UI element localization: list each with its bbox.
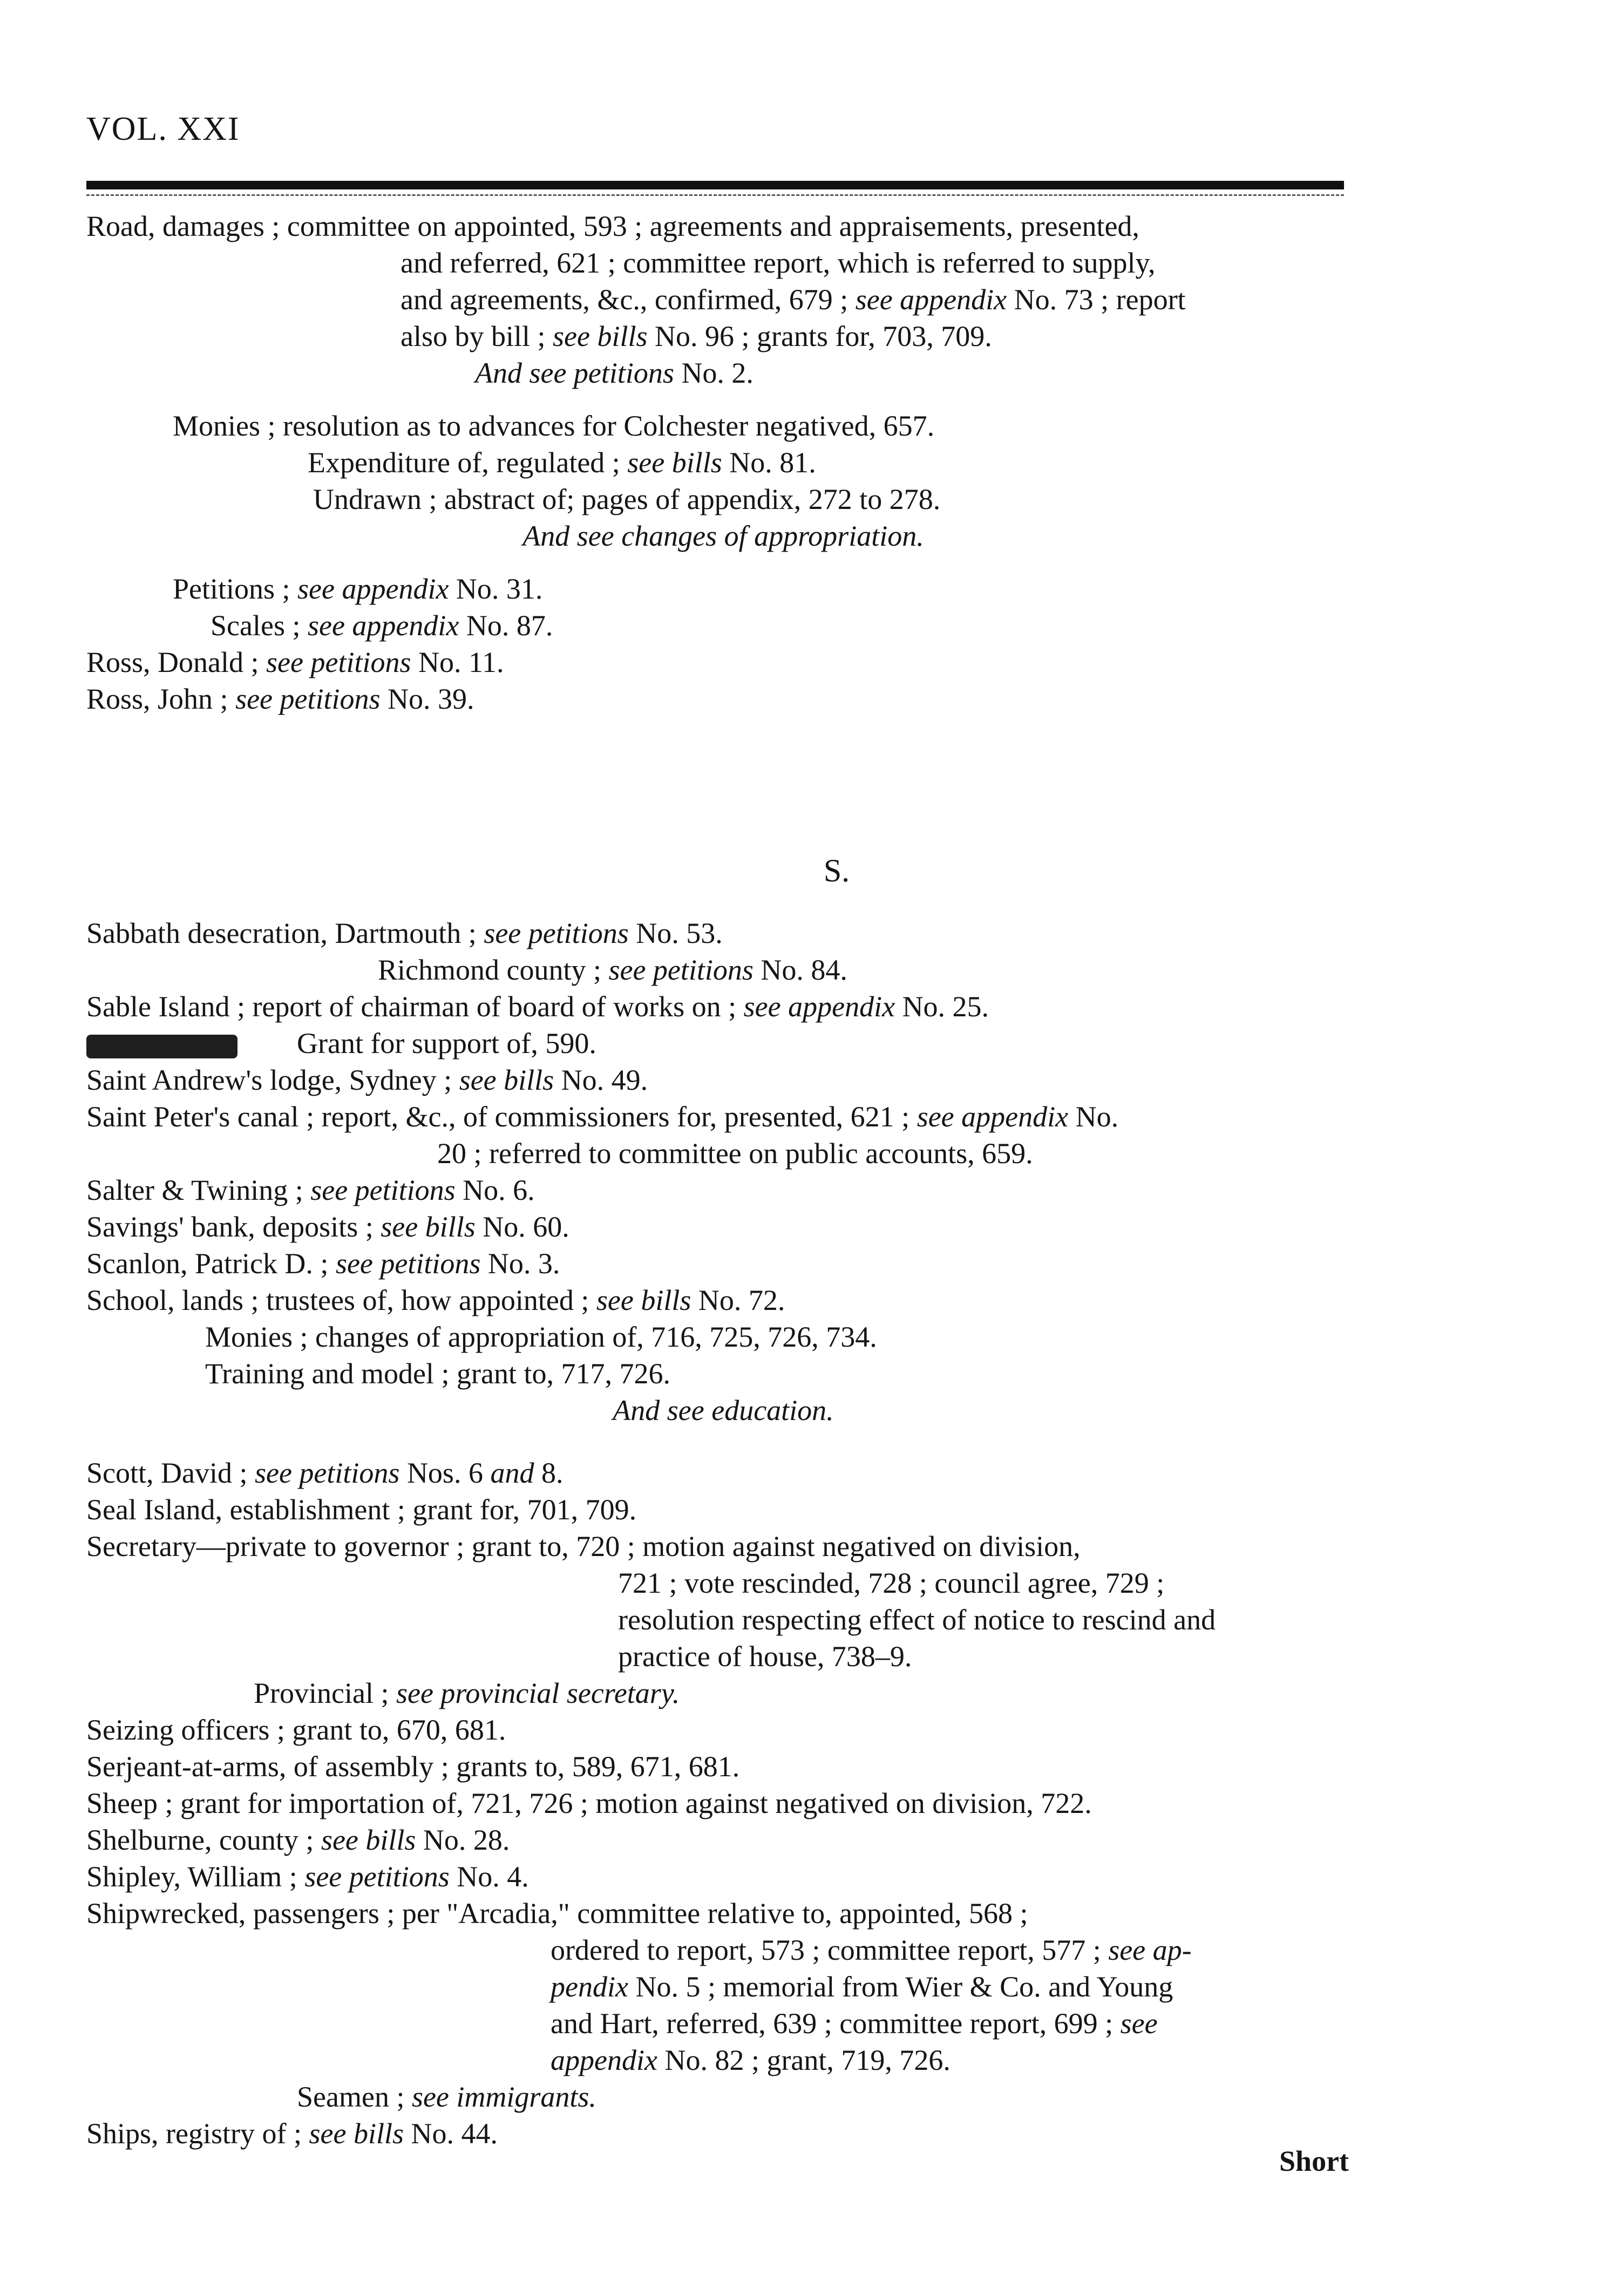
index-text: Scanlon, Patrick D. ; bbox=[86, 1247, 336, 1280]
index-text: No. 82 ; grant, 719, 726. bbox=[657, 2044, 951, 2076]
index-text: and Hart, referred, 639 ; committee report, 699 ; bbox=[551, 2007, 1121, 2040]
index-line bbox=[86, 1025, 1360, 1062]
index-reference: see petitions bbox=[304, 1860, 450, 1893]
index-reference: see bills bbox=[627, 446, 722, 479]
index-text: Scott, David ; bbox=[86, 1457, 255, 1489]
section-gap bbox=[86, 717, 1360, 852]
index-text: Nos. 6 bbox=[399, 1457, 491, 1489]
index-line bbox=[86, 1098, 1360, 1135]
index-text: Sheep ; grant for importation of, 721, 726 ; motion against negatived on division, 722. bbox=[86, 1787, 1092, 1819]
index-line bbox=[86, 952, 1360, 988]
index-line bbox=[86, 644, 1360, 681]
index-reference: see bills bbox=[596, 1284, 691, 1316]
index-section-s bbox=[86, 915, 1360, 2152]
index-line bbox=[86, 1208, 1360, 1245]
index-text: No. 11. bbox=[411, 646, 504, 678]
section-gap bbox=[86, 889, 1360, 915]
index-text: ordered to report, 573 ; committee report, 577 ; bbox=[551, 1934, 1109, 1966]
index-reference: see bills bbox=[321, 1824, 416, 1856]
index-reference: see immigrants. bbox=[411, 2081, 596, 2113]
index-line bbox=[86, 1172, 1360, 1208]
index-text: School, lands ; trustees of, how appointed ; bbox=[86, 1284, 596, 1316]
index-text: No. 25. bbox=[895, 990, 989, 1023]
header-rule-thick bbox=[86, 181, 1344, 189]
index-line bbox=[86, 1245, 1360, 1282]
index-line bbox=[86, 570, 1360, 607]
index-line bbox=[86, 444, 1360, 481]
index-text: also by bill ; bbox=[400, 320, 553, 352]
index-text: No. 44. bbox=[403, 2117, 498, 2150]
index-reference: pendix bbox=[551, 1971, 628, 2003]
index-text: Grant for support of, 590. bbox=[297, 1027, 596, 1059]
index-reference: see appendix bbox=[855, 283, 1007, 316]
index-text: No. 2. bbox=[674, 357, 754, 389]
section-letter: S. bbox=[823, 853, 850, 888]
index-text: Ships, registry of ; bbox=[86, 2117, 309, 2150]
index-text: Training and model ; grant to, 717, 726. bbox=[205, 1357, 670, 1390]
index-line bbox=[86, 1932, 1360, 1968]
index-line bbox=[86, 1675, 1360, 1711]
index-text: No. 5 ; memorial from Wier & Co. and Young bbox=[628, 1971, 1173, 2003]
index-text: Provincial ; bbox=[254, 1677, 396, 1709]
index-text: Sable Island ; report of chairman of board of works on ; bbox=[86, 990, 744, 1023]
line-gap bbox=[86, 554, 1360, 570]
index-body bbox=[86, 208, 1360, 2152]
index-line bbox=[86, 1822, 1360, 1858]
index-text: practice of house, 738–9. bbox=[618, 1640, 912, 1673]
index-text: Seal Island, establishment ; grant for, 701, 709. bbox=[86, 1493, 637, 1526]
index-reference: and bbox=[490, 1457, 534, 1489]
index-line bbox=[86, 1711, 1360, 1748]
line-gap bbox=[86, 391, 1360, 407]
index-reference: see bbox=[1120, 2007, 1158, 2040]
index-reference: see petitions bbox=[235, 683, 381, 715]
index-reference: see petitions bbox=[484, 917, 629, 949]
index-text: No. bbox=[1068, 1101, 1119, 1133]
cross-reference: And see changes of appropriation. bbox=[522, 520, 924, 552]
index-line bbox=[86, 244, 1360, 281]
index-line bbox=[86, 355, 1360, 391]
index-line bbox=[86, 1491, 1360, 1528]
index-line bbox=[86, 2078, 1360, 2115]
index-text: Serjeant-at-arms, of assembly ; grants to, 589, 671, 681. bbox=[86, 1750, 740, 1783]
index-line bbox=[86, 281, 1360, 318]
index-text: 20 ; referred to committee on public accounts, 659. bbox=[437, 1137, 1033, 1170]
index-line bbox=[86, 1392, 1360, 1429]
index-line bbox=[86, 1858, 1360, 1895]
index-text: Shipley, William ; bbox=[86, 1860, 305, 1893]
ink-blot bbox=[86, 1035, 237, 1058]
index-text: No. 60. bbox=[475, 1211, 569, 1243]
index-text: Richmond county ; bbox=[378, 954, 609, 986]
index-text: Ross, Donald ; bbox=[86, 646, 267, 678]
index-reference: see petitions bbox=[266, 646, 411, 678]
index-reference: see petitions bbox=[254, 1457, 400, 1489]
index-text: No. 49. bbox=[554, 1064, 648, 1096]
index-text: Shelburne, county ; bbox=[86, 1824, 321, 1856]
index-line bbox=[86, 988, 1360, 1025]
index-text: Monies ; changes of appropriation of, 716, 725, 726, 734. bbox=[205, 1321, 877, 1353]
index-reference: see ap- bbox=[1108, 1934, 1192, 1966]
line-gap bbox=[86, 1429, 1360, 1455]
index-line bbox=[86, 1601, 1360, 1638]
index-line bbox=[86, 1895, 1360, 1932]
catchword: Short bbox=[1279, 2145, 1349, 2177]
index-text: Secretary—private to governor ; grant to, 720 ; motion against negatived on division, bbox=[86, 1530, 1081, 1563]
index-text: Undrawn ; abstract of; pages of appendix, 272 to 278. bbox=[313, 483, 941, 515]
index-text: Saint Peter's canal ; report, &c., of commissioners for, presented, 621 ; bbox=[86, 1101, 917, 1133]
header-rule-thin bbox=[86, 194, 1344, 196]
index-text: Saint Andrew's lodge, Sydney ; bbox=[86, 1064, 459, 1096]
index-reference: see appendix bbox=[297, 573, 449, 605]
index-text: No. 72. bbox=[691, 1284, 785, 1316]
volume-header: VOL. XXI bbox=[86, 111, 240, 147]
index-text: No. 28. bbox=[416, 1824, 510, 1856]
index-line bbox=[86, 1135, 1360, 1172]
index-reference: And see petitions bbox=[475, 357, 674, 389]
index-reference: see appendix bbox=[743, 990, 895, 1023]
index-line bbox=[86, 1062, 1360, 1098]
index-text: Shipwrecked, passengers ; per "Arcadia," committee relative to, appointed, 568 ; bbox=[86, 1897, 1028, 1930]
index-text: resolution respecting effect of notice to rescind and bbox=[618, 1604, 1216, 1636]
index-reference: see bills bbox=[553, 320, 648, 352]
index-text: No. 53. bbox=[628, 917, 723, 949]
index-text: No. 87. bbox=[459, 609, 553, 642]
cross-reference: And see education. bbox=[613, 1394, 834, 1426]
index-text: Salter & Twining ; bbox=[86, 1174, 311, 1206]
index-reference: see appendix bbox=[917, 1101, 1069, 1133]
index-line bbox=[86, 681, 1360, 717]
index-text: Monies ; resolution as to advances for Colchester negatived, 657. bbox=[173, 410, 935, 442]
index-line bbox=[86, 915, 1360, 952]
index-line bbox=[86, 1638, 1360, 1675]
index-text: Scales ; bbox=[211, 609, 308, 642]
index-text: No. 6. bbox=[455, 1174, 535, 1206]
index-reference: see appendix bbox=[307, 609, 459, 642]
index-line bbox=[86, 1355, 1360, 1392]
index-text: Road, damages ; committee on appointed, 593 ; agreements and appraisements, presented, bbox=[86, 210, 1139, 242]
index-section-r bbox=[86, 208, 1360, 717]
index-text: No. 3. bbox=[480, 1247, 560, 1280]
index-line bbox=[86, 1748, 1360, 1785]
index-line bbox=[86, 208, 1360, 244]
index-reference: see provincial secretary. bbox=[396, 1677, 680, 1709]
index-reference: see bills bbox=[381, 1211, 476, 1243]
index-reference: appendix bbox=[551, 2044, 657, 2076]
index-line bbox=[86, 1565, 1360, 1601]
index-text: Ross, John ; bbox=[86, 683, 236, 715]
index-line bbox=[86, 2005, 1360, 2042]
index-text: Expenditure of, regulated ; bbox=[308, 446, 628, 479]
index-text: Seamen ; bbox=[297, 2081, 412, 2113]
index-text: No. 73 ; report bbox=[1007, 283, 1186, 316]
index-line bbox=[86, 481, 1360, 518]
index-line bbox=[86, 1968, 1360, 2005]
index-line bbox=[86, 1528, 1360, 1565]
index-reference: see bills bbox=[459, 1064, 554, 1096]
index-text: Savings' bank, deposits ; bbox=[86, 1211, 381, 1243]
index-line bbox=[86, 2115, 1360, 2152]
index-text: No. 96 ; grants for, 703, 709. bbox=[647, 320, 992, 352]
index-text: Sabbath desecration, Dartmouth ; bbox=[86, 917, 484, 949]
index-text: No. 39. bbox=[380, 683, 474, 715]
index-reference: see bills bbox=[309, 2117, 404, 2150]
index-line bbox=[86, 1455, 1360, 1491]
index-reference: see petitions bbox=[310, 1174, 456, 1206]
index-line bbox=[86, 318, 1360, 355]
index-text: 8. bbox=[534, 1457, 564, 1489]
index-text: No. 81. bbox=[722, 446, 816, 479]
index-line bbox=[86, 518, 1360, 554]
index-line bbox=[86, 1282, 1360, 1319]
index-text: No. 31. bbox=[449, 573, 543, 605]
index-text: and referred, 621 ; committee report, which is referred to supply, bbox=[400, 247, 1156, 279]
index-reference: see petitions bbox=[335, 1247, 481, 1280]
index-text: 721 ; vote rescinded, 728 ; council agree, 729 ; bbox=[618, 1567, 1165, 1599]
index-text: No. 4. bbox=[449, 1860, 529, 1893]
index-text: Seizing officers ; grant to, 670, 681. bbox=[86, 1714, 506, 1746]
index-line bbox=[86, 1319, 1360, 1355]
index-line bbox=[86, 1785, 1360, 1822]
index-line bbox=[86, 607, 1360, 644]
index-text: and agreements, &c., confirmed, 679 ; bbox=[400, 283, 856, 316]
index-text: Petitions ; bbox=[173, 573, 298, 605]
index-text: No. 84. bbox=[753, 954, 847, 986]
index-line bbox=[86, 2042, 1360, 2078]
index-reference: see petitions bbox=[608, 954, 754, 986]
index-line bbox=[86, 407, 1360, 444]
